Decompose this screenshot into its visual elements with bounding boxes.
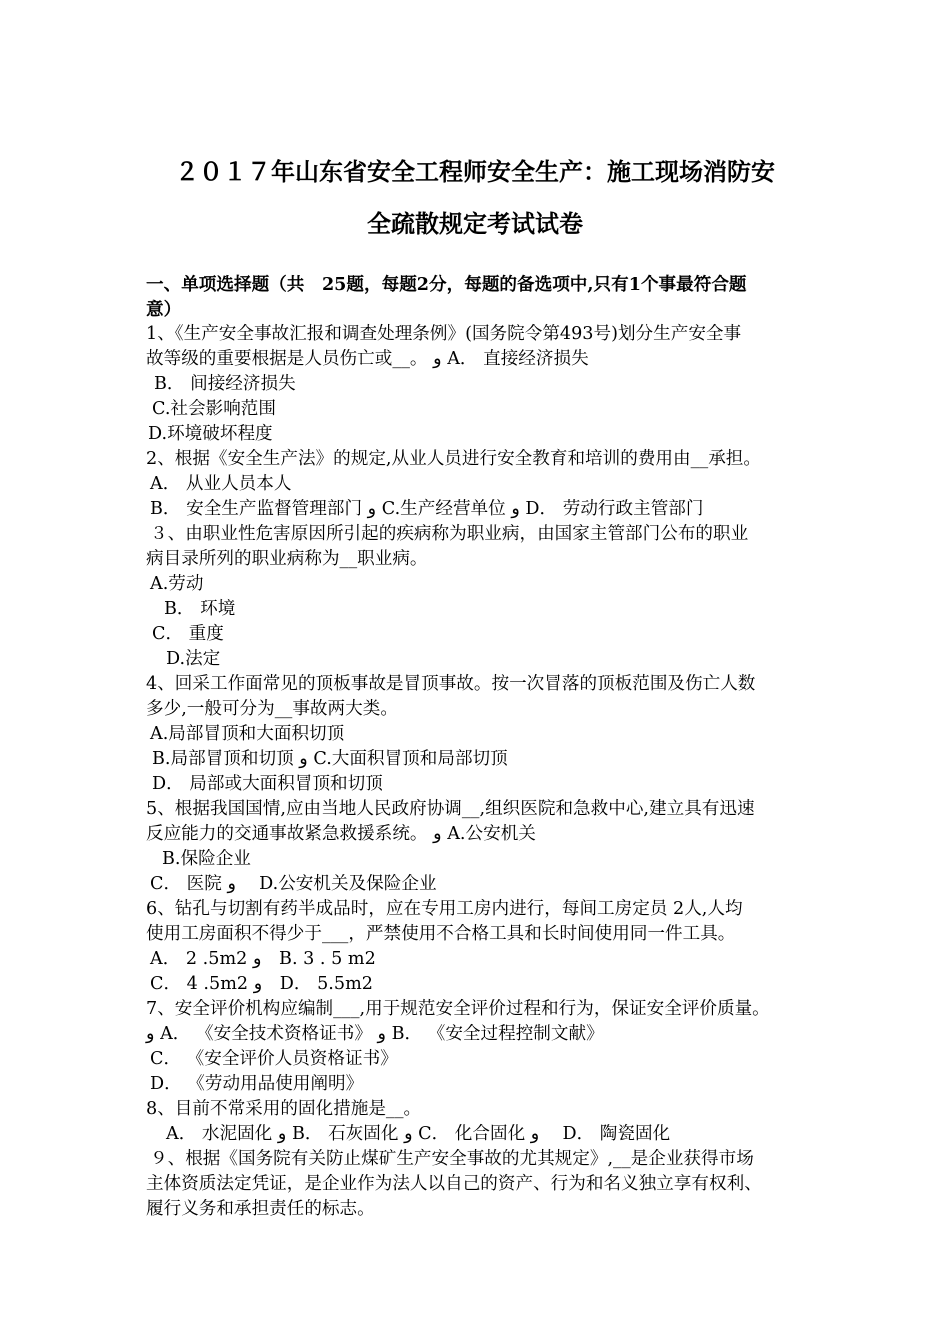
text-line: 6、钻孔与切割有药半成品时，应在专用工房内进行，每间工房定员 2人,人均 [146,899,743,919]
text-line: 2、根据《安全生产法》的规定,从业人员进行安全教育和培训的费用由__承担。 [146,449,761,469]
text-line: C． 重度 [152,624,224,644]
text-line: A． 水泥固化 و B． 石灰固化 و C． 化合固化 و D． 陶瓷固化 [166,1124,671,1144]
question-list [146,272,836,1222]
text-line: 1、《生产安全事故汇报和调查处理条例》(国务院令第493号)划分生产安全事 [146,324,742,344]
text-line: 8、目前不常采用的固化措施是__。 [146,1099,422,1119]
text-line: 故等级的重要根据是人员伤亡或__。 و A． 直接经济损失 [146,349,589,369]
text-line: 病目录所列的职业病称为__职业病。 [146,549,428,569]
text-line: A． 从业人员本人 [150,474,292,494]
section-heading-line: 意） [146,299,182,320]
text-line: B． 环境 [164,599,236,619]
text-line: و A． 《安全技术资格证书》 و B． 《安全过程控制文献》 [146,1024,604,1044]
text-line: C． 医院 و D.公安机关及保险企业 [150,874,437,894]
text-line: B.局部冒顶和切顶 و C.大面积冒顶和局部切顶 [152,749,508,769]
text-line: 7、安全评价机构应编制___,用于规范安全评价过程和行为，保证安全评价质量。 [146,999,770,1019]
text-line: B． 间接经济损失 [154,374,296,394]
text-line: 5、根据我国国情,应由当地人民政府协调__,组织医院和急救中心,建立具有迅速 [146,799,755,819]
text-line: B.保险企业 [162,849,251,869]
text-line: ９、根据《国务院有关防止煤矿生产安全事故的尤其规定》,__是企业获得市场 [150,1149,754,1169]
text-line: 多少,一般可分为__事故两大类。 [146,699,398,719]
text-line: 主体资质法定凭证，是企业作为法人以自己的资产、行为和名义独立享有权利、 [146,1174,762,1194]
text-line: C． 《安全评价人员资格证书》 [150,1049,398,1069]
text-line: D.法定 [166,649,221,669]
text-line: ３、由职业性危害原因所引起的疾病称为职业病，由国家主管部门公布的职业 [150,524,749,544]
section-heading-line: 一、单项选择题（共 25题，每题2分，每题的备选项中,只有1个事最符合题 [146,274,747,295]
text-line: C． 4 .5m2 و D． 5.5m2 [150,974,373,994]
text-line: A.局部冒顶和大面积切顶 [150,724,345,744]
text-line: D． 局部或大面积冒顶和切顶 [152,774,383,794]
document-title-line-2: 全疏散规定考试试卷 [367,210,583,238]
text-line: 履行义务和承担责任的标志。 [146,1199,375,1219]
text-line: B． 安全生产监督管理部门 و C.生产经营单位 و D． 劳动行政主管部门 [150,499,704,519]
text-line: A.劳动 [150,574,204,594]
text-line: 使用工房面积不得少于___，严禁使用不合格工具和长时间使用同一件工具。 [146,924,736,944]
text-line: D． 《劳动用品使用阐明》 [150,1074,364,1094]
document-title-line-1: ２０１７年山东省安全工程师安全生产：施工现场消防安 [175,158,775,186]
text-line: 4、回采工作面常见的顶板事故是冒顶事故。按一次冒落的顶板范围及伤亡人数 [146,674,756,694]
text-line: 反应能力的交通事故紧急救援系统。 و A.公安机关 [146,824,536,844]
text-line: A． 2 .5m2 و B. 3 . 5 m2 [150,949,376,969]
text-line: D.环境破坏程度 [148,424,273,444]
text-line: C.社会影响范围 [152,399,276,419]
